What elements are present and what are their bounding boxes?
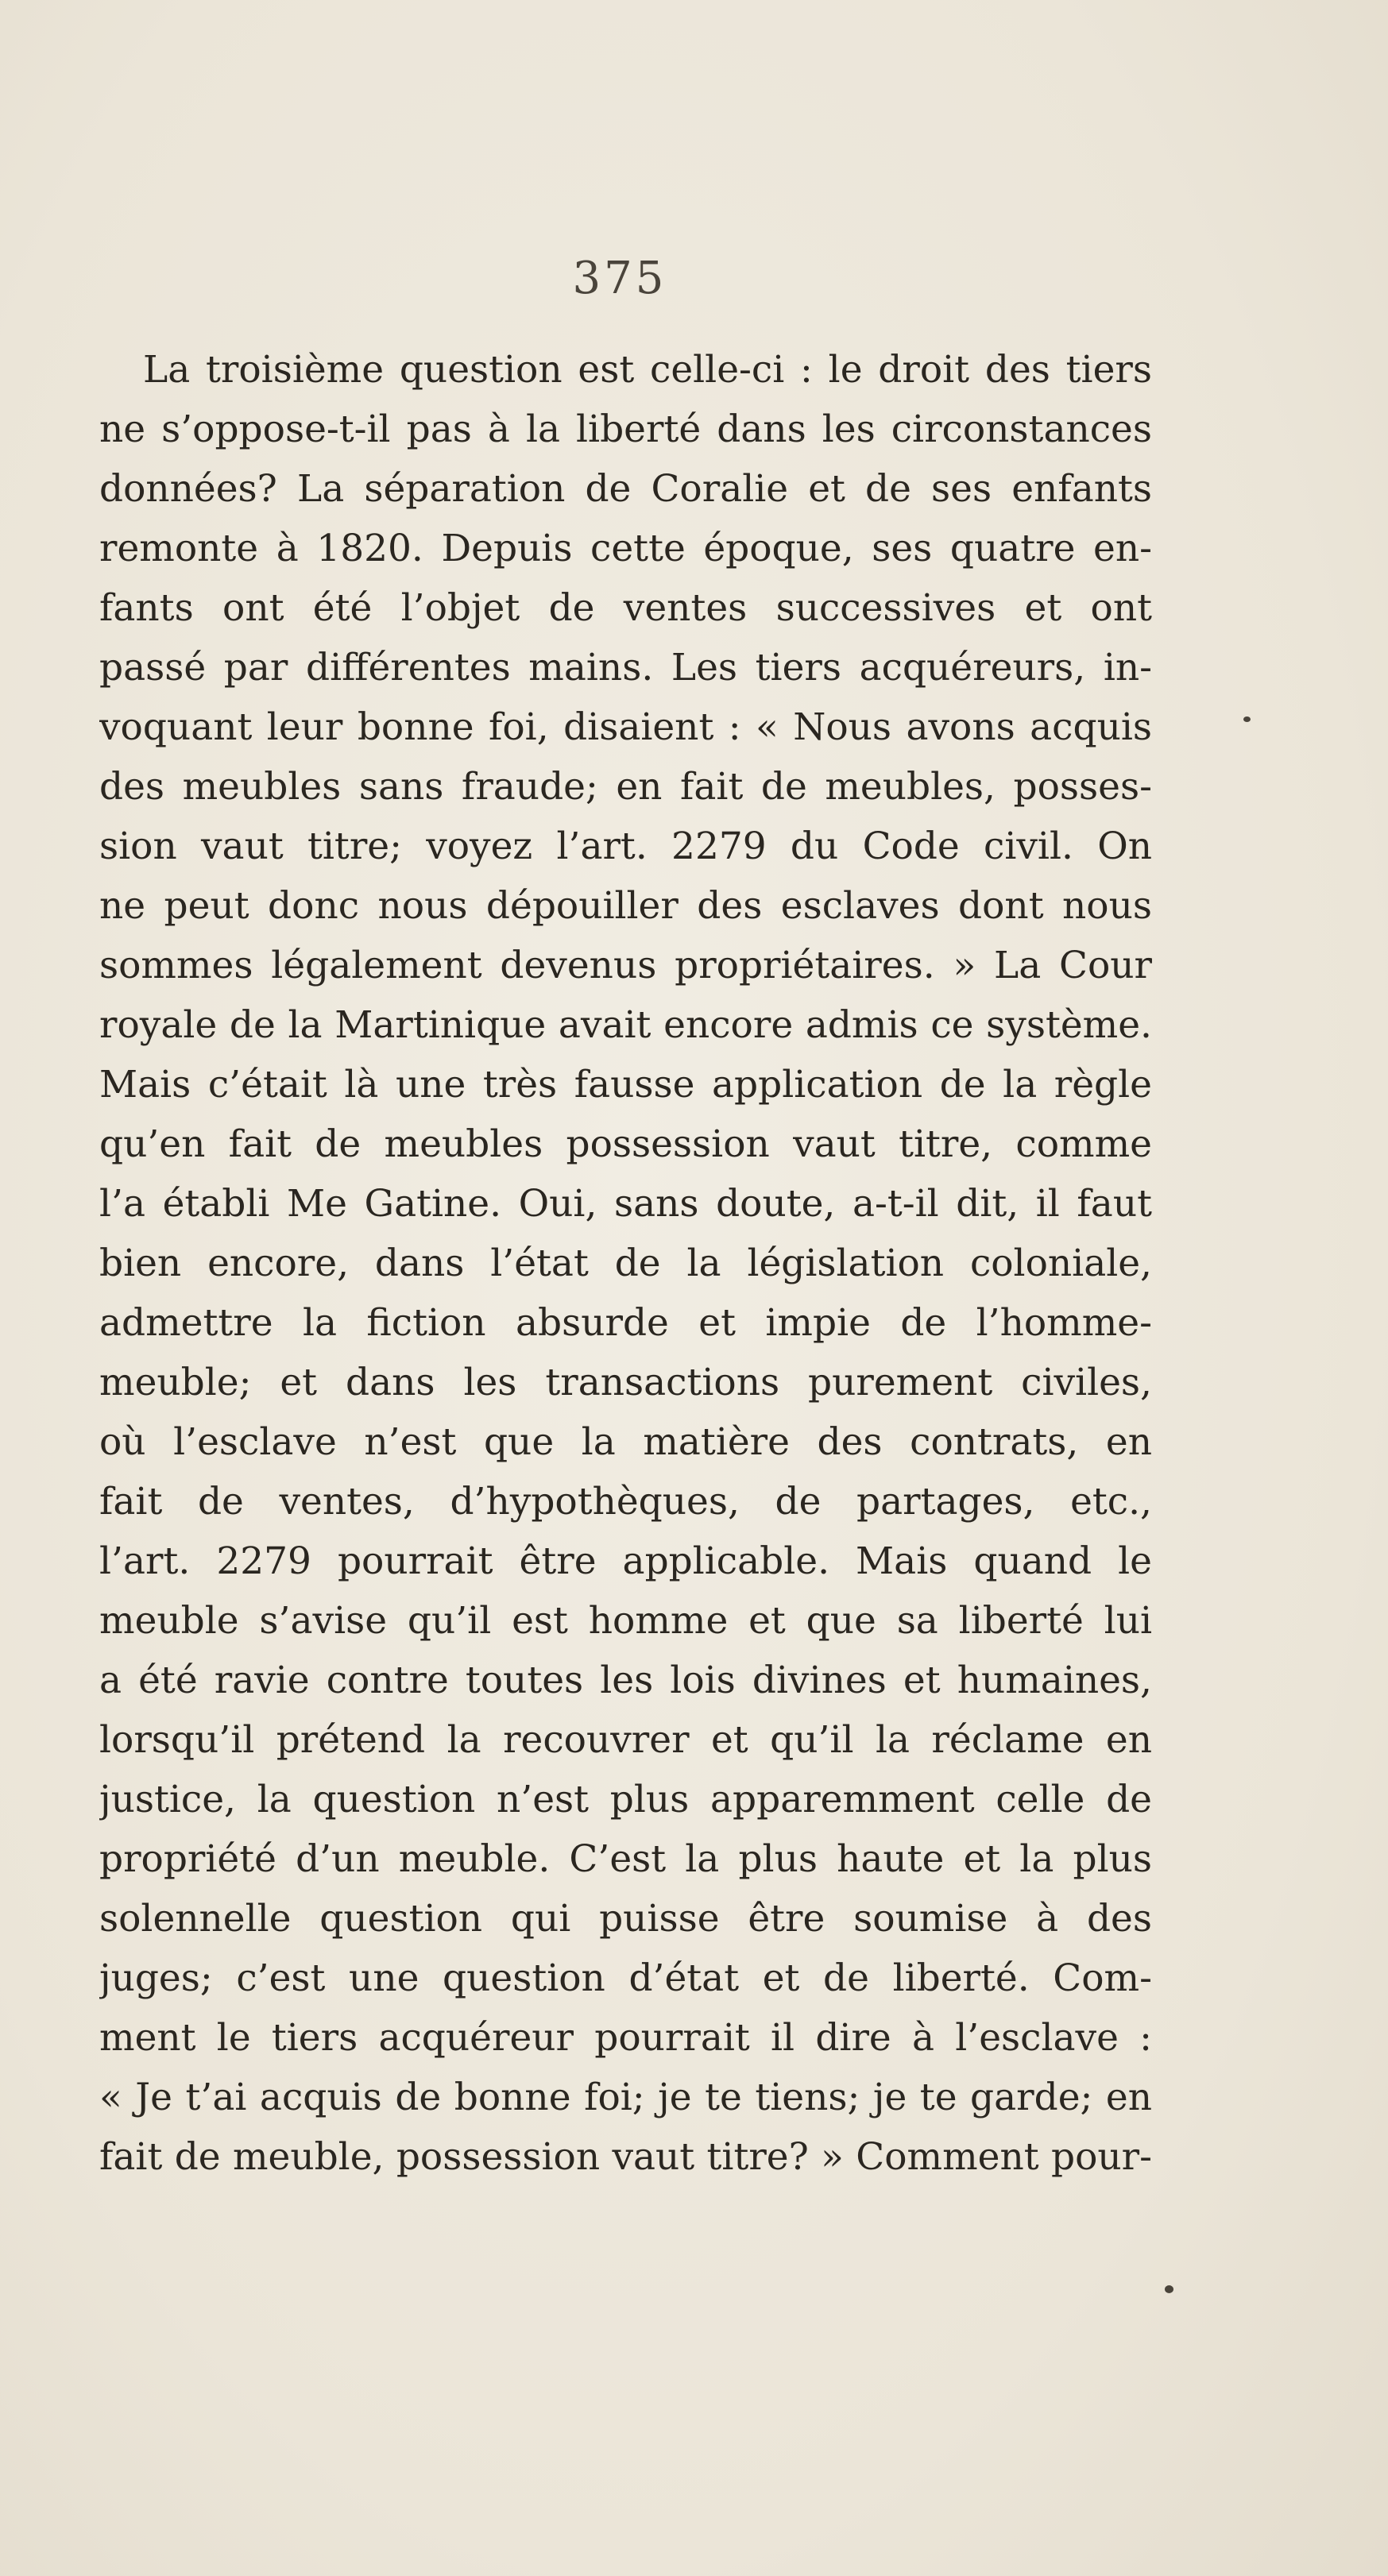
text-line: ment le tiers acquéreur pourrait il dire à l’esclave : bbox=[99, 2016, 1152, 2060]
text-line: bien encore, dans l’état de la législation coloniale, bbox=[99, 1242, 1152, 1285]
text-line: fants ont été l’objet de ventes successives et ont bbox=[99, 586, 1152, 630]
text-line: sommes légalement devenus propriétaires. » La Cour bbox=[99, 944, 1152, 987]
text-line: meuble s’avise qu’il est homme et que sa liberté lui bbox=[99, 1599, 1152, 1643]
text-line: ne s’oppose-t-il pas à la liberté dans les circonstances bbox=[99, 407, 1152, 451]
text-line: « Je t’ai acquis de bonne foi; je te tiens; je te garde; en bbox=[99, 2076, 1152, 2119]
text-line: l’a établi Me Gatine. Oui, sans doute, a-t-il dit, il faut bbox=[99, 1182, 1152, 1226]
body-text bbox=[99, 340, 1152, 2187]
text-line: remonte à 1820. Depuis cette époque, ses quatre en- bbox=[99, 527, 1152, 570]
text-line: sion vaut titre; voyez l’art. 2279 du Code civil. On bbox=[99, 825, 1152, 868]
text-line: La troisième question est celle-ci : le droit des tiers bbox=[143, 348, 1152, 392]
text-line: admettre la fiction absurde et impie de l’homme- bbox=[99, 1301, 1152, 1345]
text-line: fait de meuble, possession vaut titre? » Comment pour- bbox=[99, 2135, 1152, 2179]
text-line: voquant leur bonne foi, disaient : « Nous avons acquis bbox=[99, 705, 1152, 749]
text-line: fait de ventes, d’hypothèques, de partages, etc., bbox=[99, 1480, 1152, 1524]
text-line: royale de la Martinique avait encore admis ce système. bbox=[99, 1003, 1152, 1047]
text-line: des meubles sans fraude; en fait de meubles, posses- bbox=[99, 765, 1152, 809]
text-line: l’art. 2279 pourrait être applicable. Mais quand le bbox=[99, 1539, 1152, 1583]
text-line: ne peut donc nous dépouiller des esclaves dont nous bbox=[99, 884, 1152, 928]
paper-speck bbox=[1165, 2285, 1173, 2293]
text-line: Mais c’était là une très fausse application de la règle bbox=[99, 1063, 1152, 1106]
text-line: passé par différentes mains. Les tiers acquéreurs, in- bbox=[99, 646, 1152, 689]
text-line: solennelle question qui puisse être soumise à des bbox=[99, 1897, 1152, 1941]
text-line: justice, la question n’est plus apparemment celle de bbox=[99, 1778, 1152, 1821]
text-line: a été ravie contre toutes les lois divines et humaines, bbox=[99, 1659, 1152, 1702]
text-line: propriété d’un meuble. C’est la plus haute et la plus bbox=[99, 1837, 1152, 1881]
paper-speck bbox=[1243, 716, 1251, 722]
text-line: où l’esclave n’est que la matière des contrats, en bbox=[99, 1420, 1152, 1464]
page-number: 375 bbox=[572, 253, 667, 304]
text-line: juges; c’est une question d’état et de liberté. Com- bbox=[99, 1956, 1152, 2000]
text-line: qu’en fait de meubles possession vaut titre, comme bbox=[99, 1122, 1152, 1166]
text-line: lorsqu’il prétend la recouvrer et qu’il la réclame en bbox=[99, 1718, 1152, 1762]
text-line: meuble; et dans les transactions purement civiles, bbox=[99, 1361, 1152, 1404]
text-line: données? La séparation de Coralie et de ses enfants bbox=[99, 467, 1152, 511]
